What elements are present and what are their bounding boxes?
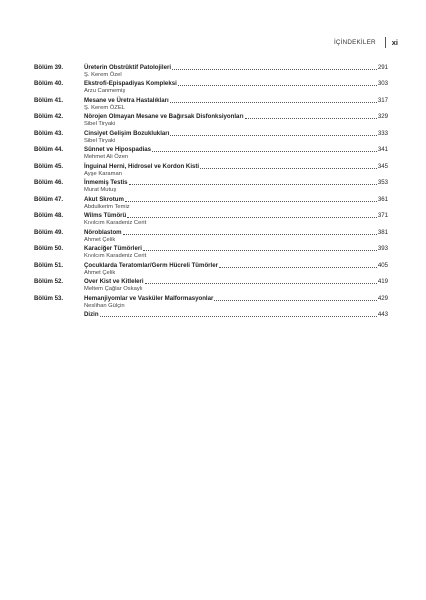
toc-entry [34, 295, 388, 310]
toc-entry-body [84, 262, 388, 277]
chapter-author: Ş. Kerem Özel [84, 72, 122, 78]
chapter-title: Ekstrofi-Epispadiyas Kompleksi [84, 80, 177, 87]
toc-title-line [84, 311, 388, 319]
chapter-page-number: 429 [377, 295, 388, 302]
toc-entry [34, 130, 388, 145]
chapter-author: Mehmet Ali Özen [84, 154, 129, 160]
chapter-title: Hemanjiyomlar ve Vasküler Malformasyonlar [84, 295, 214, 302]
toc-entry [34, 80, 388, 95]
chapter-number: Bölüm 45. [34, 163, 64, 170]
chapter-title: Cinsiyet Gelişim Bozuklukları [84, 130, 170, 137]
chapter-author: Sibel Tiryaki [84, 138, 116, 144]
chapter-page-number: 341 [377, 146, 388, 153]
chapter-page-number: 405 [377, 262, 388, 269]
chapter-title: Akut Skrotum [84, 196, 124, 203]
toc-entry-body [84, 196, 388, 211]
toc-title-line [84, 212, 388, 220]
dot-leader [219, 266, 377, 268]
toc-entry-body [84, 245, 388, 260]
dot-leader [245, 117, 377, 119]
toc-entry-body [84, 295, 388, 310]
toc-title-line [84, 97, 388, 105]
header-title: İÇİNDEKİLER [333, 38, 376, 46]
toc-title-line [84, 163, 388, 171]
toc-entry-body [84, 311, 388, 319]
toc-title-line [84, 245, 388, 253]
chapter-title: Over Kist ve Kitleleri [84, 278, 144, 285]
dot-leader [178, 84, 377, 86]
toc-title-line [84, 113, 388, 121]
toc-entry [34, 97, 388, 112]
chapter-author: Kıvılcım Karadeniz Cerit [84, 220, 147, 226]
chapter-number: Bölüm 49. [34, 229, 64, 236]
toc-title-line [84, 146, 388, 154]
toc-entry-body [84, 64, 388, 79]
toc-entry-body [84, 97, 388, 112]
chapter-number: Bölüm 46. [34, 179, 64, 186]
toc-entry-body [84, 278, 388, 293]
toc-entry [34, 146, 388, 161]
chapter-number: Bölüm 40. [34, 80, 64, 87]
chapter-number: Bölüm 48. [34, 212, 64, 219]
chapter-page-number: 361 [377, 196, 388, 203]
toc-title-line [84, 80, 388, 88]
chapter-number: Bölüm 50. [34, 245, 64, 252]
dot-leader [170, 134, 376, 136]
chapter-author: Neslihan Gülçin [84, 303, 125, 309]
toc-title-line [84, 179, 388, 187]
dot-leader [129, 183, 377, 185]
chapter-title: Üreterin Obstrüktif Patolojileri [84, 64, 172, 71]
chapter-page-number: 291 [377, 64, 388, 71]
chapter-title: Mesane ve Üretra Hastalıkları [84, 97, 169, 104]
chapter-author: Arzu Canmemiş [84, 88, 126, 94]
toc-entry-body [84, 80, 388, 95]
chapter-number: Bölüm 42. [34, 113, 64, 120]
toc-entry [34, 229, 388, 244]
dot-leader [125, 200, 377, 202]
chapter-title: Sünnet ve Hipospadias [84, 146, 152, 153]
chapter-author: Ahmet Çelik [84, 237, 116, 243]
chapter-number: Bölüm 39. [34, 64, 64, 71]
toc-entry [34, 196, 388, 211]
chapter-page-number: 419 [377, 278, 388, 285]
toc-entry [34, 64, 388, 79]
dot-leader [127, 216, 377, 218]
toc-entry [34, 262, 388, 277]
running-header [334, 36, 398, 48]
dot-leader [123, 233, 377, 235]
toc-title-line [84, 229, 388, 237]
chapter-number: Bölüm 44. [34, 146, 64, 153]
chapter-page-number: 329 [377, 113, 388, 120]
toc-entry-body [84, 113, 388, 128]
chapter-number: Bölüm 53. [34, 295, 64, 302]
dot-leader [214, 299, 376, 301]
toc-entry [34, 245, 388, 260]
dot-leader [172, 68, 377, 70]
toc-title-line [84, 64, 388, 72]
chapter-title: Dizin [84, 311, 99, 318]
toc-title-line [84, 262, 388, 270]
toc-entry [34, 311, 388, 319]
chapter-page-number: 333 [377, 130, 388, 137]
dot-leader [145, 282, 377, 284]
toc-entry [34, 212, 388, 227]
chapter-number: Bölüm 51. [34, 262, 64, 269]
toc-entry-body [84, 179, 388, 194]
toc-entry-body [84, 212, 388, 227]
chapter-title: Çocuklarda Teratomlar/Germ Hücreli Tümörler [84, 262, 218, 269]
chapter-title: Karaciğer Tümörleri [84, 245, 142, 252]
chapter-author: Kıvılcım Karadeniz Cerit [84, 253, 147, 259]
toc-entry-body [84, 163, 388, 178]
toc-title-line [84, 196, 388, 204]
chapter-title: Nöroblastom [84, 229, 122, 236]
chapter-page-number: 381 [377, 229, 388, 236]
chapter-page-number: 443 [377, 311, 388, 318]
chapter-title: Nörojen Olmayan Mesane ve Bağırsak Disfonksiyonları [84, 113, 244, 120]
toc-entry [34, 163, 388, 178]
toc-entry [34, 278, 388, 293]
chapter-title: İnguinal Herni, Hidrosel ve Kordon Kisti [84, 163, 200, 170]
dot-leader [200, 167, 377, 169]
toc-title-line [84, 130, 388, 138]
chapter-number: Bölüm 52. [34, 278, 64, 285]
dot-leader [170, 101, 377, 103]
dot-leader [100, 315, 377, 317]
chapter-author: Meltem Çağlar Oskaylı [84, 286, 143, 292]
toc-entry-body [84, 229, 388, 244]
chapter-author: Ahmet Çelik [84, 270, 116, 276]
toc-entry-body [84, 146, 388, 161]
chapter-page-number: 317 [377, 97, 388, 104]
chapter-number: Bölüm 43. [34, 130, 64, 137]
toc-entry [34, 113, 388, 128]
toc-title-line [84, 295, 388, 303]
chapter-author: Ayşe Karaman [84, 171, 122, 177]
chapter-number: Bölüm 41. [34, 97, 64, 104]
chapter-page-number: 371 [377, 212, 388, 219]
toc-entry [34, 179, 388, 194]
header-divider [385, 37, 386, 48]
toc-entry-body [84, 130, 388, 145]
chapter-page-number: 345 [377, 163, 388, 170]
chapter-page-number: 303 [377, 80, 388, 87]
dot-leader [143, 249, 377, 251]
chapter-author: Sibel Tiryaki [84, 121, 116, 127]
chapter-page-number: 353 [377, 179, 388, 186]
chapter-number: Bölüm 47. [34, 196, 64, 203]
toc-title-line [84, 278, 388, 286]
chapter-author: Abdulkerim Temiz [84, 204, 130, 210]
chapter-title: Wilms Tümörü [84, 212, 127, 219]
dot-leader [152, 150, 377, 152]
page-number: xi [391, 37, 398, 47]
chapter-title: İnmemiş Testis [84, 179, 128, 186]
chapter-page-number: 393 [377, 245, 388, 252]
chapter-author: Murat Mutuş [84, 187, 117, 193]
chapter-author: Ş. Kerem ÖZEL [84, 105, 125, 111]
